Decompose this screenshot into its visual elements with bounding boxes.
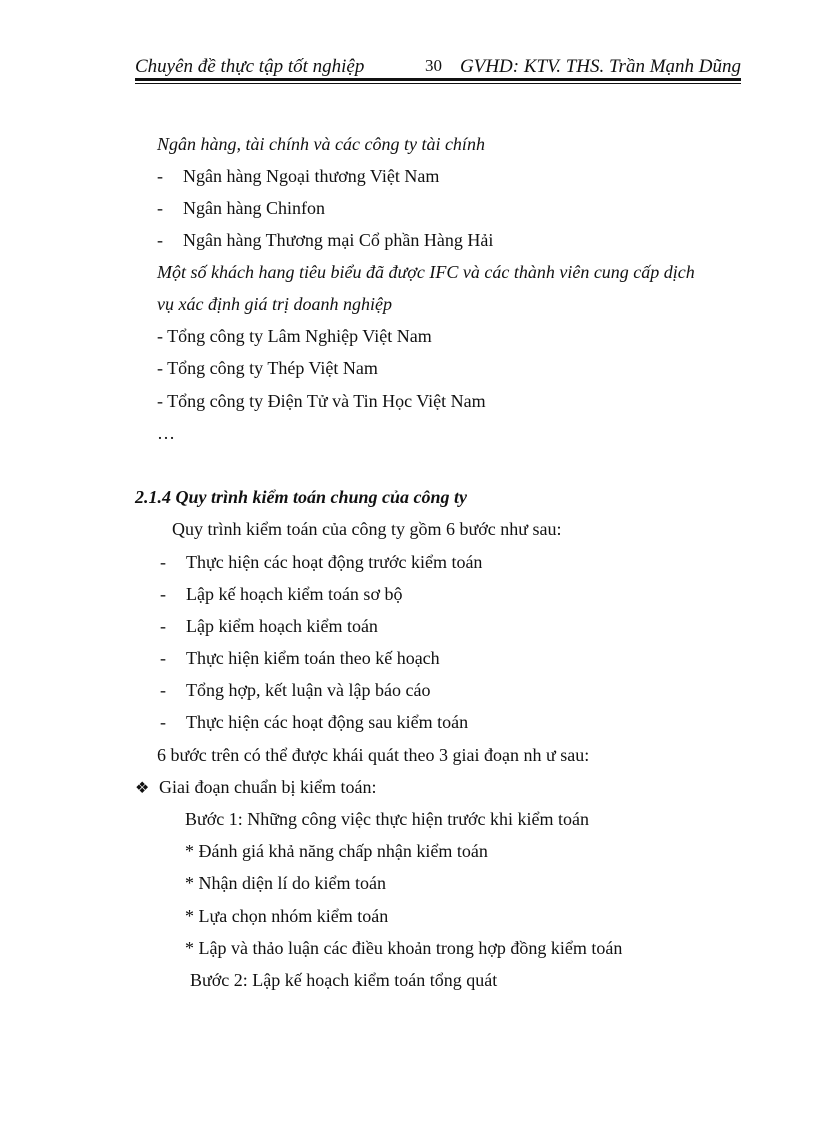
ellipsis: …: [157, 423, 175, 443]
phase1-label: ❖ Giai đoạn chuẩn bị kiểm toán:: [135, 777, 377, 797]
list-item: - Lập kế hoạch kiểm toán sơ bộ: [160, 584, 403, 604]
clients-heading-line1: Một số khách hang tiêu biểu đã được IFC và các thành viên cung cấp dịch: [157, 262, 695, 282]
list-item: - Lập kiểm hoạch kiểm toán: [160, 616, 378, 636]
header-page-number: 30: [425, 56, 442, 75]
list-item: - Tổng công ty Thép Việt Nam: [157, 358, 378, 378]
list-item: * Nhận diện lí do kiểm toán: [185, 873, 386, 893]
header-rule-thick: [135, 78, 741, 81]
header-supervisor: GVHD: KTV. THS. Trần Mạnh Dũng: [460, 56, 741, 77]
phase1-step1: Bước 1: Những công việc thực hiện trước khi kiểm toán: [185, 809, 589, 829]
list-item: - Tổng công ty Điện Tử và Tin Học Việt Nam: [157, 391, 486, 411]
section-summary: 6 bước trên có thể được khái quát theo 3 giai đoạn nh ư sau:: [157, 745, 590, 765]
list-item: - Tổng công ty Lâm Nghiệp Việt Nam: [157, 326, 432, 346]
header-document-title: Chuyên đề thực tập tốt nghiệp: [135, 56, 365, 77]
list-item: - Tổng hợp, kết luận và lập báo cáo: [160, 680, 431, 700]
list-item: - Thực hiện kiểm toán theo kế hoạch: [160, 648, 440, 668]
phase1-step2: Bước 2: Lập kế hoạch kiểm toán tổng quát: [190, 970, 498, 990]
list-item: * Đánh giá khả năng chấp nhận kiểm toán: [185, 841, 488, 861]
section-title: 2.1.4 Quy trình kiểm toán chung của công ty: [135, 487, 468, 507]
section-intro: Quy trình kiểm toán của công ty gồm 6 bước như sau:: [172, 519, 562, 539]
banks-heading: Ngân hàng, tài chính và các công ty tài chính: [157, 134, 485, 154]
list-item: - Ngân hàng Thương mại Cổ phần Hàng Hải: [157, 230, 494, 250]
list-item: * Lựa chọn nhóm kiểm toán: [185, 906, 389, 926]
list-item: - Thực hiện các hoạt động trước kiểm toán: [160, 552, 483, 572]
diamond-bullet-icon: ❖: [135, 780, 150, 797]
clients-heading-line2: vụ xác định giá trị doanh nghiệp: [157, 294, 392, 314]
header-rule-thin: [135, 83, 741, 84]
list-item: - Thực hiện các hoạt động sau kiểm toán: [160, 712, 469, 732]
list-item: * Lập và thảo luận các điều khoản trong hợp đồng kiểm toán: [185, 938, 623, 958]
list-item: - Ngân hàng Chinfon: [157, 198, 325, 218]
list-item: - Ngân hàng Ngoại thương Việt Nam: [157, 166, 440, 186]
